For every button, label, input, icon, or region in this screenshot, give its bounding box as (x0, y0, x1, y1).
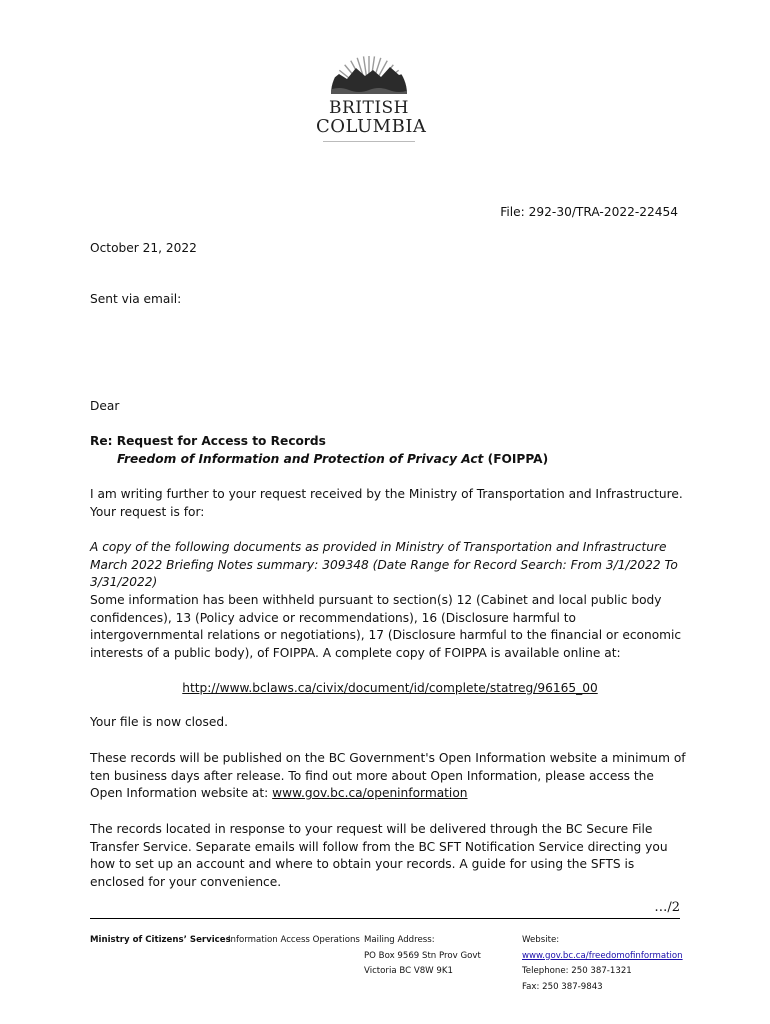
logo-underline (323, 141, 415, 142)
footer-divider (90, 918, 680, 919)
footer-office: Information Access Operations (228, 935, 360, 945)
footer-contact (522, 933, 683, 995)
open-information-text: These records will be published on the BC Government's Open Information website a minimum of ten business days after release. To find out more about Open Information, please access the Open Information website at: (90, 751, 686, 801)
request-description: A copy of the following documents as provided in Ministry of Transportation and Infrastructure March 2022 Briefing Notes summary: 309348 (Date Range for Record Search: From 3/1/2022 To 3/31/2022) (90, 540, 678, 590)
open-information-paragraph (90, 750, 690, 803)
file-closed-text: Your file is now closed. (90, 715, 228, 729)
subject-act (90, 451, 690, 469)
letter-date: October 21, 2022 (90, 241, 197, 255)
footer-mailing-address (364, 933, 481, 980)
bc-logo (316, 46, 427, 142)
logo-text-british: BRITISH (328, 98, 410, 118)
mailing-address-line1: PO Box 9569 Stn Prov Govt (364, 950, 481, 961)
foippa-link-row (90, 680, 690, 698)
withheld-paragraph: Some information has been withheld pursuant to section(s) 12 (Cabinet and local public body confidences), 13 (Policy advice or recommendations), 16 (Disclosure harmful to intergovernmental relations or negotiations), 17 (Disclosure harmful to the financial or economic interests of a public body), of FOIPPA. A complete copy of FOIPPA is available online at: (90, 593, 682, 660)
subject-line: Re: Request for Access to Records (90, 434, 326, 448)
fax: Fax: 250 387-9843 (522, 981, 603, 992)
file-reference: File: 292-30/TRA-2022-22454 (500, 205, 678, 219)
website-label: Website: (522, 935, 560, 945)
mailing-address-label: Mailing Address: (364, 935, 435, 945)
page-continued-marker: …/2 (654, 900, 680, 915)
sent-via-label: Sent via email: (90, 292, 182, 306)
open-information-link[interactable]: www.gov.bc.ca/openinformation (272, 786, 468, 801)
bc-sun-mountains-icon (329, 46, 409, 96)
salutation: Dear (90, 399, 120, 413)
mailing-address-line2: Victoria BC V8W 9K1 (364, 966, 453, 976)
act-name: Freedom of Information and Protection of Privacy Act (117, 451, 484, 466)
act-abbrev: (FOIPPA) (483, 451, 549, 466)
telephone: Telephone: 250 387-1321 (522, 966, 632, 976)
sfts-paragraph: The records located in response to your request will be delivered through the BC Secure File Transfer Service. Separate emails will follow from the BC SFT Notification Service directing you how to set up an account and where to obtain your records. A guide for using the SFTS is enclosed for your convenience. (90, 822, 668, 889)
intro-paragraph: I am writing further to your request received by the Ministry of Transportation and Infrastructure. Your request is for: (90, 487, 683, 519)
website-link[interactable]: www.gov.bc.ca/freedomofinformation (522, 950, 683, 961)
footer-ministry: Ministry of Citizens’ Services (90, 935, 231, 945)
logo-text-columbia: COLUMBIA (316, 116, 427, 137)
foippa-link[interactable]: http://www.bclaws.ca/civix/document/id/complete/statreg/96165_00 (182, 681, 598, 695)
subject-block (90, 433, 690, 468)
